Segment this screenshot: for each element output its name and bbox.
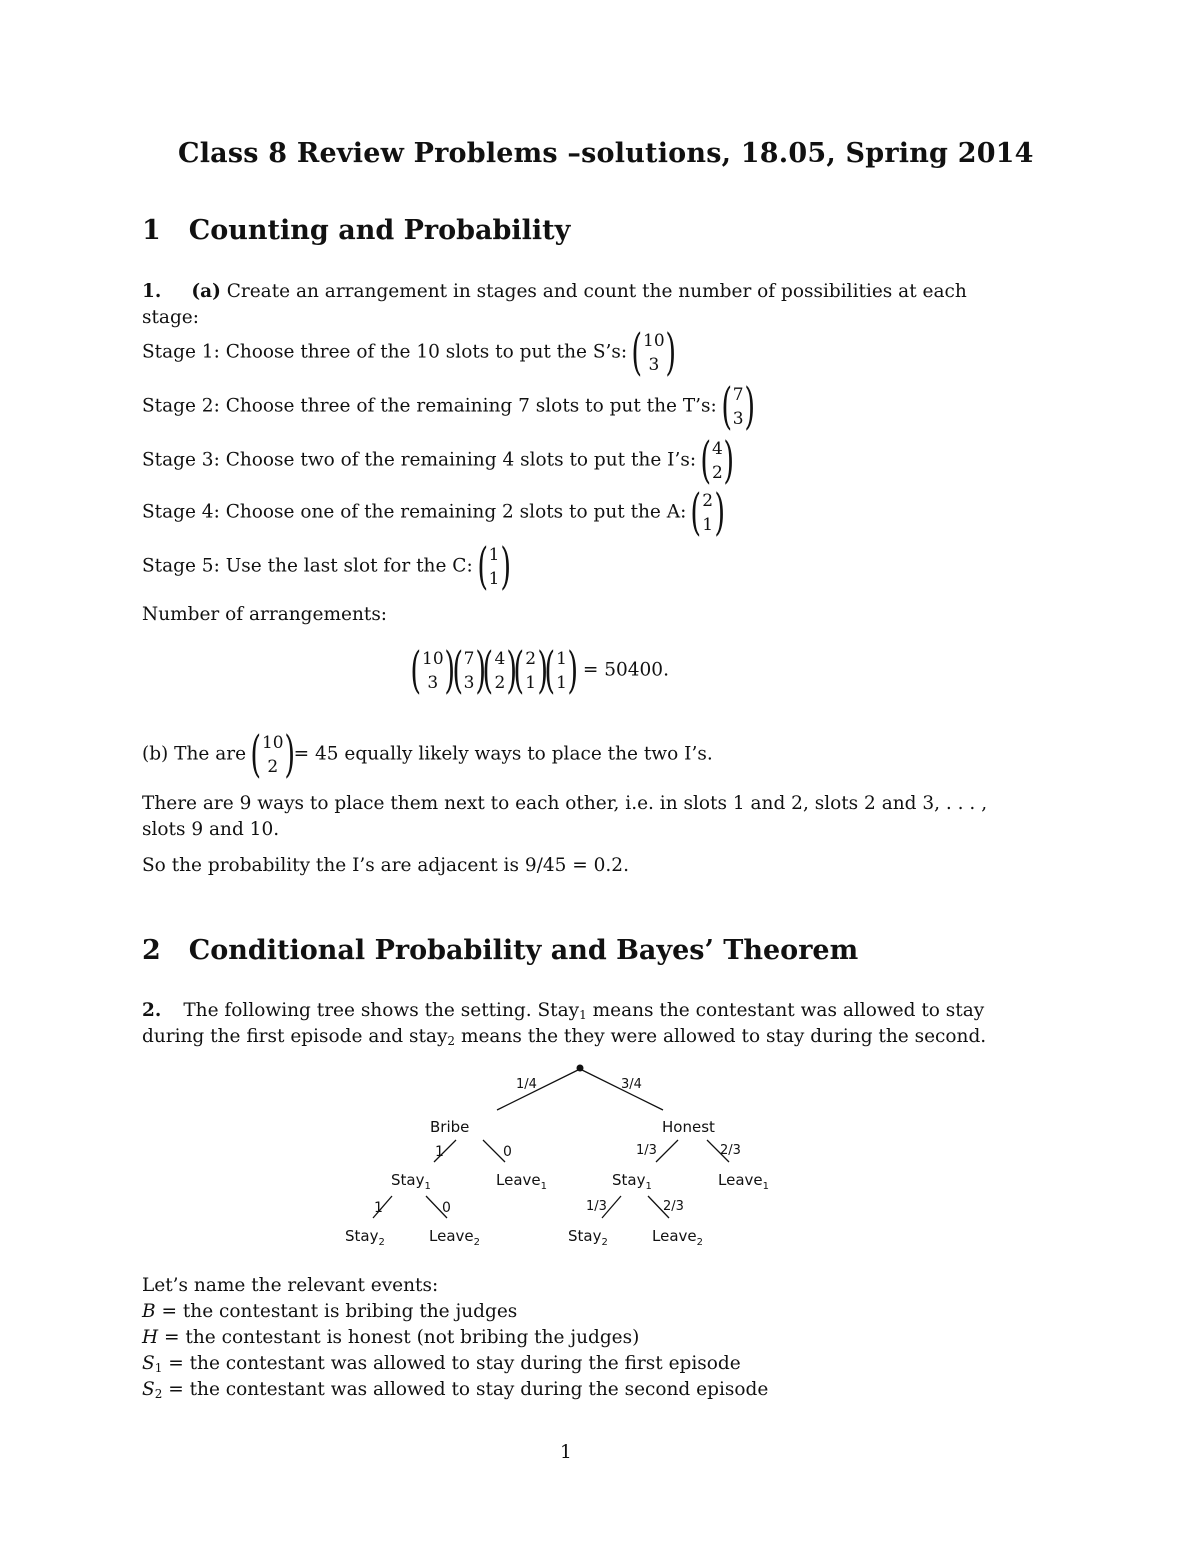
event-s2: $S_2$ = the contestant was allowed to stay during the second episode bbox=[142, 1379, 769, 1401]
events-intro: Let’s name the relevant events: bbox=[142, 1275, 439, 1296]
stage-text: Stage 4: Choose one of the remaining 2 slots to put the A: bbox=[142, 501, 687, 523]
stage-text: Stage 5: Use the last slot for the C: bbox=[142, 555, 473, 577]
section-1-heading bbox=[142, 215, 570, 246]
node-b-leave1: Leave$_1$ bbox=[496, 1171, 547, 1192]
node-b-stay2: Stay$_2$ bbox=[345, 1227, 385, 1248]
prob-hs-leave: 2/3 bbox=[663, 1199, 684, 1214]
stage-text: Stage 2: Choose three of the remaining 7 slots to put the T’s: bbox=[142, 395, 717, 417]
binomial: ( 10 2 ) bbox=[250, 725, 296, 783]
section-title: Counting and Probability bbox=[188, 215, 571, 246]
node-h-leave1: Leave$_1$ bbox=[718, 1171, 769, 1192]
num-arrangements-label: Number of arrangements: bbox=[142, 604, 388, 625]
node-b-leave2: Leave$_2$ bbox=[429, 1227, 480, 1248]
node-h-stay2: Stay$_2$ bbox=[568, 1227, 608, 1248]
stage-2 bbox=[142, 377, 756, 435]
node-honest: Honest bbox=[662, 1118, 715, 1136]
part-b-line: (b) The are ( 10 2 ) = 45 equally likely ways to place the two I’s. bbox=[142, 725, 713, 783]
binom-n: 4 bbox=[711, 439, 723, 459]
stage-text: Stage 3: Choose two of the remaining 4 slots to put the I’s: bbox=[142, 449, 697, 471]
section-2-heading bbox=[142, 935, 858, 966]
node-h-leave2: Leave$_2$ bbox=[652, 1227, 703, 1248]
edge-root-bribe bbox=[497, 1069, 580, 1110]
stage-5 bbox=[142, 537, 512, 595]
prob-bribe-stay: 1 bbox=[435, 1144, 444, 1160]
product-equation bbox=[410, 641, 669, 699]
problem-number: 2. bbox=[142, 1000, 162, 1021]
binom-n: 7 bbox=[732, 385, 744, 405]
binomial: ( 2 1 ) bbox=[690, 483, 725, 541]
binomial: ( 7 3 ) bbox=[721, 377, 756, 435]
prob-bs-stay: 1 bbox=[374, 1200, 383, 1216]
section-number: 1 bbox=[142, 215, 161, 246]
binom-n: 10 bbox=[643, 331, 665, 351]
binomial: ( 1 1 ) bbox=[476, 537, 512, 595]
node-bribe: Bribe bbox=[430, 1118, 470, 1136]
binomial: ( 10 3 ) bbox=[631, 323, 677, 381]
edge-bribe-leave bbox=[483, 1140, 505, 1162]
binom-k: 3 bbox=[732, 409, 744, 429]
binom-k: 1 bbox=[702, 515, 714, 535]
intro-continuation: stage: bbox=[142, 307, 199, 328]
prob-hs-stay: 1/3 bbox=[586, 1199, 607, 1214]
problem-number: 1. bbox=[142, 281, 162, 302]
product-result: = 50400. bbox=[582, 659, 669, 681]
probability-tree bbox=[330, 1060, 800, 1260]
part-a-label: (a) bbox=[191, 281, 221, 302]
page-title: Class 8 Review Problems –solutions, 18.05, Spring 2014 bbox=[178, 138, 1034, 169]
stage-3 bbox=[142, 431, 735, 489]
stage-1 bbox=[142, 323, 677, 381]
binom-k: 1 bbox=[488, 569, 500, 589]
prob-root-right: 3/4 bbox=[621, 1077, 642, 1092]
adjacent-line-1: There are 9 ways to place them next to each other, i.e. in slots 1 and 2, slots 2 and 3, . . . , bbox=[142, 793, 988, 814]
event-b: B = the contestant is bribing the judges bbox=[142, 1301, 518, 1322]
prob-honest-stay: 1/3 bbox=[636, 1143, 657, 1158]
binom-k: 3 bbox=[648, 355, 660, 375]
node-h-stay1: Stay$_1$ bbox=[612, 1171, 652, 1192]
page-number: 1 bbox=[560, 1442, 572, 1463]
binomial: ( 4 2 ) bbox=[482, 641, 517, 699]
section-number: 2 bbox=[142, 935, 161, 966]
stage-4 bbox=[142, 483, 725, 541]
event-h: H = the contestant is honest (not bribing the judges) bbox=[142, 1327, 640, 1348]
binomial: ( 10 3 ) bbox=[410, 641, 456, 699]
intro-text: Create an arrangement in stages and count the number of possibilities at each bbox=[226, 281, 967, 302]
problem-2-line-2: during the first episode and stay$_2$ means the they were allowed to stay during the second. bbox=[142, 1026, 987, 1048]
binomial: ( 7 3 ) bbox=[452, 641, 487, 699]
binom-n: 1 bbox=[488, 545, 500, 565]
adjacent-line-2: slots 9 and 10. bbox=[142, 819, 280, 840]
event-s1: $S_1$ = the contestant was allowed to stay during the first episode bbox=[142, 1353, 741, 1375]
prob-honest-leave: 2/3 bbox=[720, 1143, 741, 1158]
stage-text: Stage 1: Choose three of the 10 slots to put the S’s: bbox=[142, 341, 628, 363]
binomial: ( 4 2 ) bbox=[700, 431, 735, 489]
prob-bs-leave: 0 bbox=[442, 1200, 451, 1216]
prob-root-left: 1/4 bbox=[516, 1077, 537, 1092]
edge-honest-stay bbox=[656, 1140, 678, 1162]
root-node bbox=[577, 1065, 584, 1072]
problem-2-line-1: 2. The following tree shows the setting. Stay$_1$ means the contestant was allowed to stay bbox=[142, 1000, 985, 1022]
binom-n: 2 bbox=[702, 491, 714, 511]
binomial: ( 2 1 ) bbox=[513, 641, 548, 699]
section-title: Conditional Probability and Bayes’ Theorem bbox=[188, 935, 859, 966]
part-b-label: (b) bbox=[142, 743, 169, 765]
binom-k: 2 bbox=[711, 463, 723, 483]
conclusion: So the probability the I’s are adjacent is 9/45 = 0.2. bbox=[142, 855, 629, 876]
prob-bribe-leave: 0 bbox=[503, 1144, 512, 1160]
node-b-stay1: Stay$_1$ bbox=[391, 1171, 431, 1192]
binomial: ( 1 1 ) bbox=[544, 641, 579, 699]
problem-1-intro bbox=[142, 279, 967, 305]
